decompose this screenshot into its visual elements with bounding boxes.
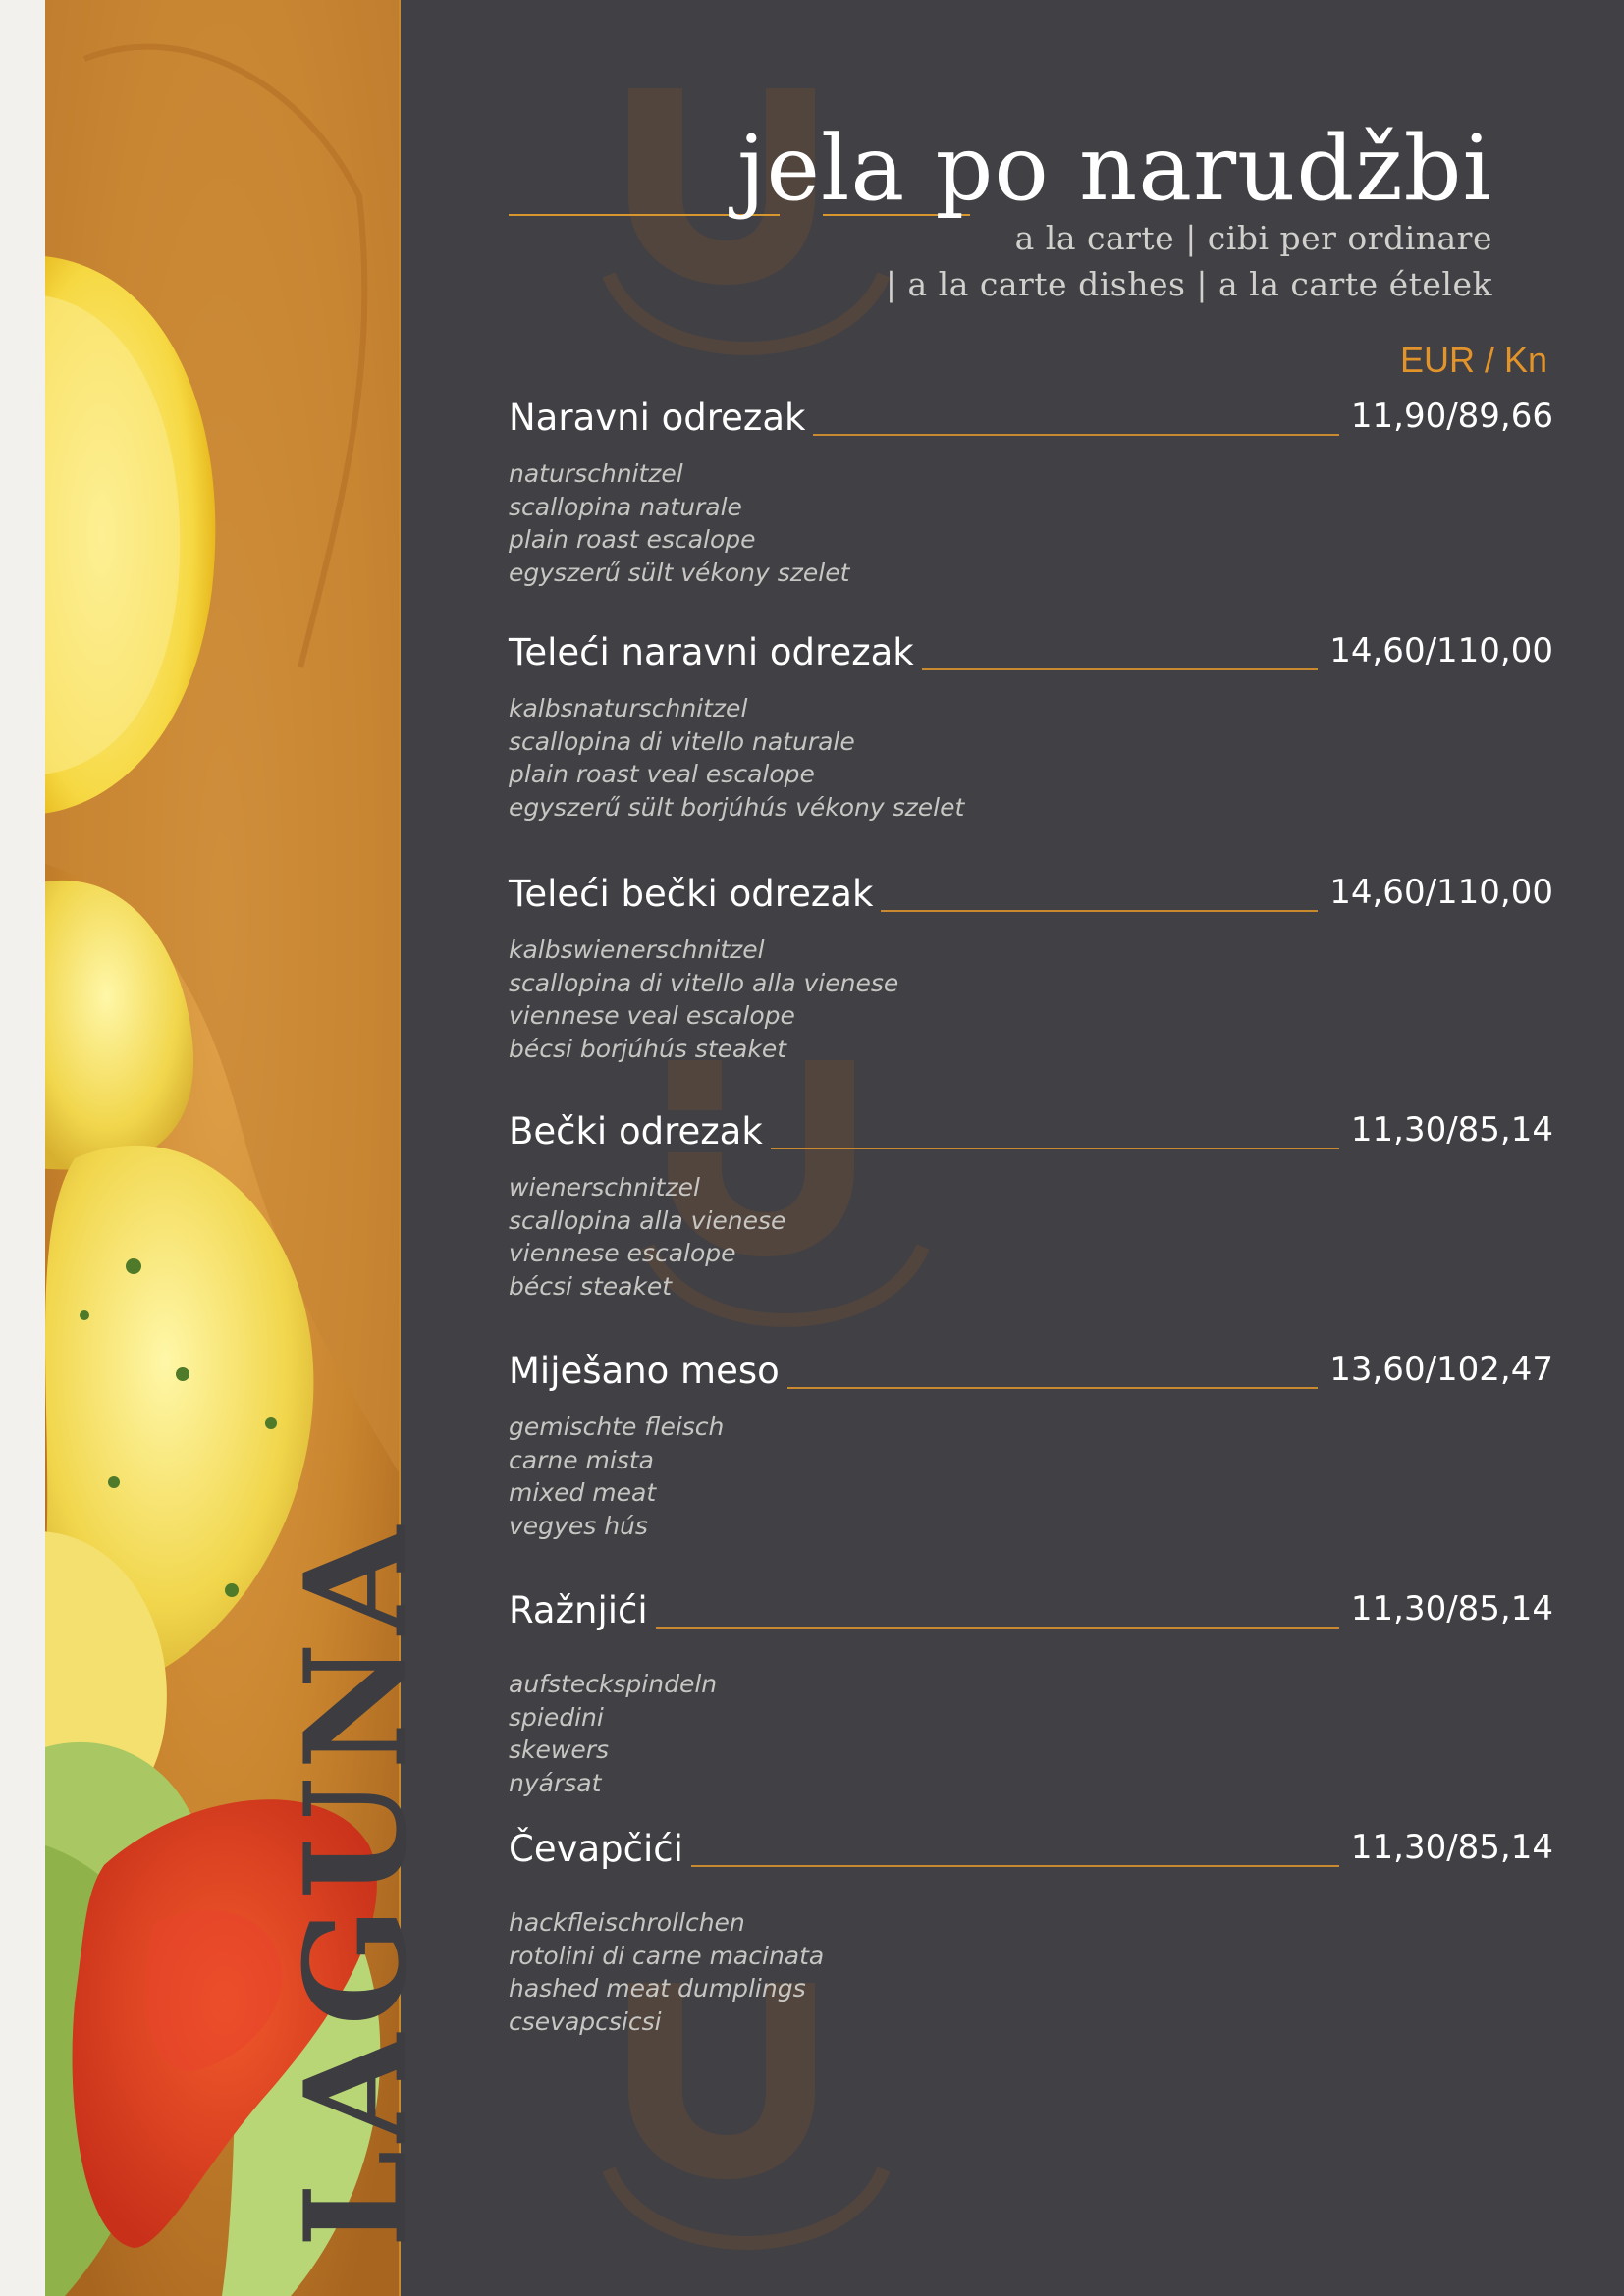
- translation-english: plain roast veal escalope: [509, 760, 815, 788]
- menu-item: [509, 1589, 1553, 1799]
- menu-item-name: Naravni odrezak: [509, 397, 813, 439]
- page-edge: [0, 0, 45, 2296]
- subtitle-line-1: a la carte | cibi per ordinare: [1014, 219, 1492, 257]
- translation-german: hackfleischrollchen: [509, 1908, 745, 1937]
- page-title: jela po narudžbi: [736, 116, 1492, 221]
- translation-hungarian: vegyes hús: [509, 1511, 648, 1540]
- translation-german: gemischte fleisch: [509, 1413, 725, 1441]
- menu-item-name: Bečki odrezak: [509, 1110, 771, 1152]
- translation-italian: carne mista: [509, 1445, 654, 1474]
- translation-german: kalbsnaturschnitzel: [509, 694, 748, 722]
- menu-item-price: 11,30/85,14: [1339, 1828, 1553, 1867]
- menu-item-header: [509, 631, 1553, 684]
- menu-item: [509, 631, 1553, 824]
- menu-item-translations: [509, 692, 1553, 824]
- translation-hungarian: egyszerű sült vékony szelet: [509, 558, 850, 587]
- translation-english: viennese veal escalope: [509, 1001, 795, 1030]
- menu-item-translations: [509, 934, 1553, 1065]
- translation-italian: scallopina naturale: [509, 492, 742, 521]
- translation-italian: spiedini: [509, 1702, 604, 1732]
- menu-item-header: [509, 1589, 1553, 1642]
- translation-italian: rotolini di carne macinata: [509, 1941, 825, 1970]
- menu-item-header: [509, 1828, 1553, 1881]
- menu-item-translations: [509, 1171, 1553, 1303]
- laguna-logo: LAGUNA: [275, 1518, 438, 2248]
- menu-item-header: [509, 873, 1553, 926]
- translation-german: aufsteckspindeln: [509, 1670, 718, 1698]
- menu-item-price: 14,60/110,00: [1318, 631, 1553, 670]
- menu-item-name: Teleći bečki odrezak: [509, 873, 881, 915]
- translation-german: wienerschnitzel: [509, 1173, 700, 1201]
- menu-item-price: 11,90/89,66: [1339, 397, 1553, 436]
- menu-item-price: 14,60/110,00: [1318, 873, 1553, 912]
- menu-item: [509, 1828, 1553, 2038]
- menu-item-price: 11,30/85,14: [1339, 1589, 1553, 1629]
- translation-english: mixed meat: [509, 1478, 657, 1507]
- translation-hungarian: bécsi steaket: [509, 1271, 673, 1301]
- translation-english: hashed meat dumplings: [509, 1974, 806, 2002]
- menu-item-translations: [509, 1668, 1553, 1799]
- menu-item-translations: [509, 457, 1553, 589]
- translation-italian: scallopina di vitello naturale: [509, 726, 855, 756]
- menu-item-name: Ražnjići: [509, 1589, 656, 1631]
- translation-english: skewers: [509, 1735, 610, 1764]
- translation-hungarian: egyszerű sült borjúhús vékony szelet: [509, 792, 965, 822]
- menu-item-price: 13,60/102,47: [1318, 1350, 1553, 1389]
- menu-item-header: [509, 1350, 1553, 1403]
- menu-item-header: [509, 397, 1553, 450]
- menu-item-price: 11,30/85,14: [1339, 1110, 1553, 1149]
- menu-item: [509, 1110, 1553, 1303]
- currency-label: EUR / Kn: [1399, 340, 1547, 380]
- menu-item-name: Čevapčići: [509, 1828, 691, 1870]
- translation-german: naturschnitzel: [509, 459, 683, 488]
- menu-item: [509, 397, 1553, 589]
- translation-italian: scallopina alla vienese: [509, 1205, 786, 1235]
- translation-hungarian: nyársat: [509, 1768, 602, 1797]
- translation-italian: scallopina di vitello alla vienese: [509, 968, 899, 997]
- translation-german: kalbswienerschnitzel: [509, 935, 765, 964]
- menu-item-header: [509, 1110, 1553, 1163]
- translation-english: viennese escalope: [509, 1239, 736, 1267]
- menu-item: [509, 1350, 1553, 1542]
- translation-hungarian: csevapcsicsi: [509, 2006, 662, 2036]
- subtitle-line-2: | a la carte dishes | a la carte ételek: [885, 265, 1492, 303]
- menu-item-translations: [509, 1906, 1553, 2038]
- menu-item-name: Teleći naravni odrezak: [509, 631, 922, 673]
- menu-item-name: Miješano meso: [509, 1350, 787, 1392]
- menu-item: [509, 873, 1553, 1065]
- translation-english: plain roast escalope: [509, 525, 756, 554]
- translation-hungarian: bécsi borjúhús steaket: [509, 1034, 786, 1063]
- menu-item-translations: [509, 1411, 1553, 1542]
